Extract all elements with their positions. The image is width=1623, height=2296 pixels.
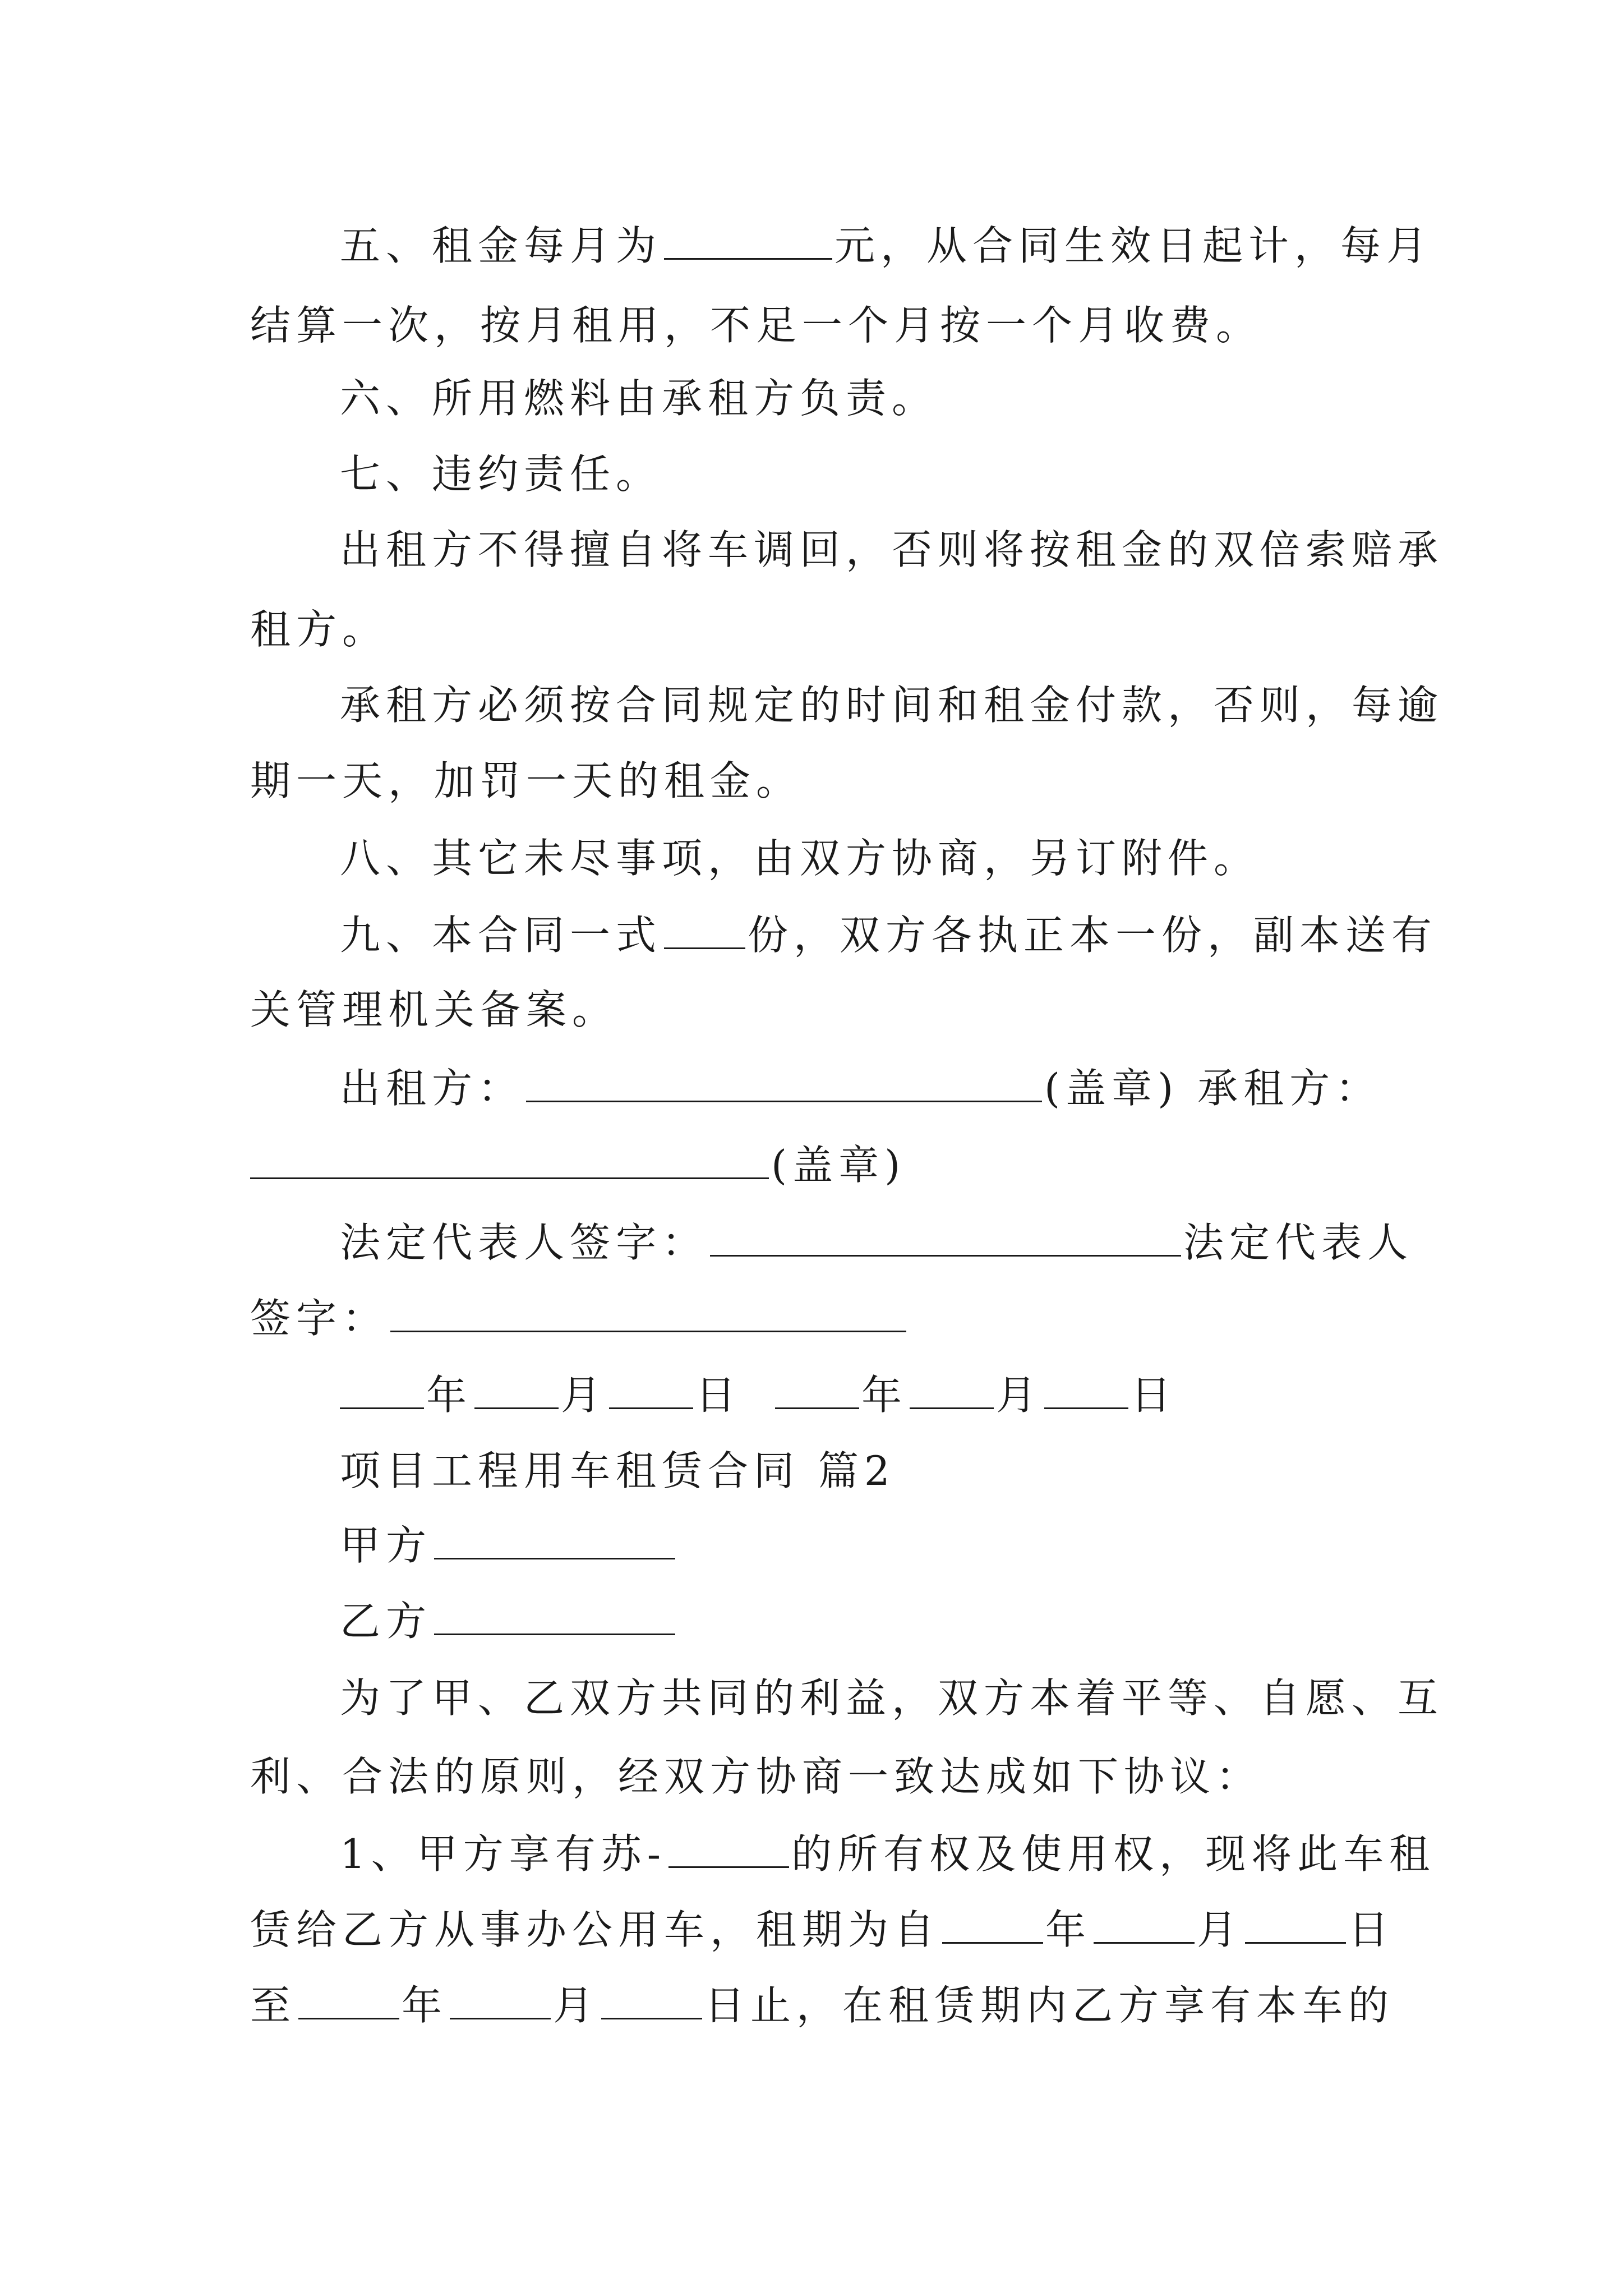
clause-7-para-1-line-1 [340,519,1444,581]
clause-7-para-1-text-a: 出租方不得擅自将车调回，否则将按租金的双倍索赔承 [340,526,1444,573]
lessor-name-blank [526,1064,1042,1102]
start-year-label: 年 [1045,1906,1092,1953]
clause-8 [340,827,1389,889]
article-1-line-3 [250,1975,1395,2036]
lessee-seal-label: (盖章) [771,1142,906,1189]
date-line [340,1364,1389,1426]
month-1-label: 月 [561,1372,607,1419]
clause-7-para-2-line-1 [340,674,1444,736]
preamble-line-2 [250,1746,1389,1807]
party-a-line [340,1515,1389,1576]
clause-9-line-2 [250,979,1389,1041]
clause-8-text: 八、其它未尽事项，由双方协商，另订附件。 [340,835,1260,882]
clause-5-line-2 [250,295,1389,356]
clause-7-para-1-text-b: 租方。 [250,606,389,653]
party-a-blank [434,1521,675,1559]
legal-rep-a-blank [710,1218,1181,1257]
start-month-label: 月 [1197,1906,1243,1953]
party-b-line [340,1590,1389,1652]
preamble-text-b: 利、合法的原则，经双方协商一致达成如下协议： [250,1753,1262,1800]
end-day-blank [601,1981,702,2019]
clause-5-text-c: 结算一次，按月租用，不足一个月按一个月收费。 [250,302,1262,349]
contract-2-title-text: 项目工程用车租赁合同 篇2 [340,1447,896,1494]
preamble-text-a: 为了甲、乙双方共同的利益，双方本着平等、自愿、互 [340,1674,1444,1722]
year-2-blank [775,1370,859,1409]
copies-count-blank [664,910,745,949]
seal-and-lessee-label: (盖章) 承租方： [1044,1065,1382,1112]
month-2-label: 月 [996,1372,1043,1419]
start-day-blank [1245,1905,1346,1944]
party-b-label: 乙方 [340,1598,432,1645]
month-1-blank [474,1370,559,1409]
day-1-label: 日 [695,1372,742,1419]
clause-9-line-1 [340,904,1438,966]
lessee-signature-line [250,1134,1389,1196]
day-2-label: 日 [1131,1372,1177,1419]
month-2-blank [910,1370,994,1409]
article-1-text-b: 的所有权及使用权，现将此车租 [791,1830,1436,1878]
clause-5-text-a: 五、租金每月为 [340,222,662,269]
year-1-blank [340,1370,424,1409]
article-1-text-d: 至 [250,1982,297,2029]
legal-rep-line-1 [340,1212,1414,1273]
lessor-label: 出租方： [340,1065,524,1112]
start-month-blank [1094,1905,1195,1944]
legal-rep-label-b: 法定代表人 [1183,1219,1414,1266]
start-day-label: 日 [1348,1906,1395,1953]
article-1-text-c: 赁给乙方从事办公用车，租期为自 [250,1906,940,1953]
year-2-label: 年 [861,1372,908,1419]
legal-rep-label-a: 法定代表人签字： [340,1219,708,1266]
clause-7-para-2-text-b: 期一天，加罚一天的租金。 [250,757,803,804]
clause-6-text: 六、所用燃料由承租方负责。 [340,375,938,422]
contract-2-title [340,1440,1389,1502]
year-1-label: 年 [426,1372,473,1419]
legal-rep-line-2 [250,1287,1389,1349]
article-1-line-1 [340,1823,1436,1885]
start-year-blank [942,1905,1043,1944]
clause-7-heading-text: 七、违约责任。 [340,450,662,498]
clause-6 [340,367,1389,429]
day-2-blank [1044,1370,1128,1409]
clause-7-para-1-line-2 [250,599,1389,660]
clause-7-para-2-line-2 [250,750,1389,812]
end-month-blank [450,1981,551,2019]
clause-9-text-a: 九、本合同一式 [340,912,662,959]
preamble-line-1 [340,1667,1444,1729]
clause-7-heading [340,443,1389,505]
party-a-label: 甲方 [340,1522,432,1569]
lessee-name-blank [250,1140,769,1179]
end-year-blank [298,1981,399,2019]
end-month-label: 月 [553,1982,600,2029]
clause-7-para-2-text-a: 承租方必须按合同规定的时间和租金付款，否则，每逾 [340,682,1444,729]
article-1-text-a: 1、甲方享有苏- [340,1830,667,1878]
clause-5-text-b: 元，从合同生效日起计，每月 [834,222,1433,269]
clause-9-text-c: 关管理机关备案。 [250,986,619,1033]
article-1-text-e: 日止，在租赁期内乙方享有本车的 [704,1982,1395,2029]
clause-5-line-1 [340,215,1433,277]
legal-rep-b-blank [390,1294,906,1332]
end-year-label: 年 [402,1982,448,2029]
rent-amount-blank [664,221,832,260]
party-b-blank [434,1596,675,1635]
legal-rep-sign-label: 签字： [250,1295,389,1342]
plate-number-blank [668,1829,789,1868]
clause-9-text-b: 份，双方各执正本一份，副本送有 [748,912,1438,959]
article-1-line-2 [250,1899,1395,1961]
day-1-blank [609,1370,693,1409]
lessor-signature-line [340,1057,1389,1119]
